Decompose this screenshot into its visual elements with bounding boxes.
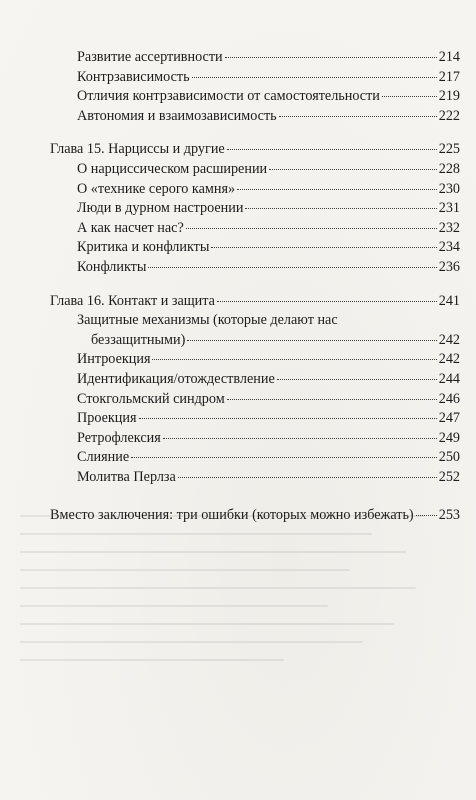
dot-leader [217,301,437,302]
toc-entry [50,429,460,449]
toc-page-number: 214 [438,49,460,65]
dot-leader [211,247,436,248]
toc-entry-title: Глава 15. Нарциссы и другие [50,141,225,158]
toc-page-number: 250 [438,449,460,466]
table-of-contents [50,48,460,526]
toc-chapter-heading [50,140,460,160]
toc-entry-title: Глава 16. Контакт и защита [50,292,215,309]
toc-entry-continuation [77,331,460,351]
toc-entry-title: Интроекция [77,351,151,368]
toc-page-number: 232 [438,219,460,236]
dot-leader [416,515,437,516]
dot-leader [225,57,437,58]
dot-leader [279,116,437,117]
toc-page-number: 242 [438,351,460,368]
toc-page-number: 225 [438,141,460,158]
toc-entry-title: Стокгольмский синдром [77,390,225,407]
toc-conclusion [50,506,460,526]
toc-entry-title: О нарциссическом расширении [77,160,268,177]
toc-entry [50,409,460,429]
dot-leader [186,228,437,229]
spacer [50,278,460,292]
toc-page-number: 231 [438,200,460,217]
dot-leader [237,189,437,190]
toc-page-number: 246 [438,390,460,407]
dot-leader [192,77,437,78]
toc-entry-title: Вместо заключения: три ошибки (которых можно избежать) [50,507,414,524]
dot-leader [152,359,436,360]
dot-leader [245,208,436,209]
toc-entry-title: Люди в дурном настроении [77,200,244,217]
toc-entry [50,219,460,239]
toc-entry [50,68,460,88]
toc-entry-title: Молитва Перлза [77,468,176,485]
toc-page-number: 252 [438,468,460,485]
toc-entry-title: Контрзависимость [77,68,190,85]
toc-entry [50,350,460,370]
dot-leader [269,169,437,170]
toc-page-number: 249 [438,429,460,446]
toc-page-number: 222 [438,107,460,124]
toc-entry [50,180,460,200]
toc-entry-title: Ретрофлексия [77,429,161,446]
toc-page-number: 247 [438,410,460,427]
dot-leader [148,267,436,268]
toc-entry [50,370,460,390]
dot-leader [163,438,437,439]
toc-entry-title: А как насчет нас? [77,219,184,236]
toc-entry-title: Слияние [77,449,130,466]
toc-page-number: 217 [438,68,460,85]
toc-entry [50,258,460,278]
toc-entry-title: Конфликты [77,258,147,275]
toc-entry [50,390,460,410]
dot-leader [382,96,437,97]
toc-entry [50,468,460,488]
spacer [50,487,460,506]
toc-entry-title: Идентификация/отождествление [77,370,275,387]
dot-leader [227,399,437,400]
toc-page-number: 244 [438,370,460,387]
toc-entry [50,160,460,180]
toc-entry-title-line2: беззащитными) [91,331,186,348]
dot-leader [227,149,437,150]
toc-page-number: 230 [438,180,460,197]
toc-entry [50,311,460,350]
toc-page-number: 219 [438,88,460,105]
show-through-bleed [20,515,460,765]
toc-page-number: 228 [438,160,460,177]
toc-entry [50,48,460,68]
toc-page-number: 234 [438,239,460,256]
toc-entry-title: О «технике серого камня» [77,180,236,197]
toc-entry-title: Автономия и взаимозависимость [77,107,277,124]
toc-entry [50,238,460,258]
toc-entry-title: Защитные механизмы (которые делают нас [77,312,338,329]
dot-leader [131,457,437,458]
toc-page-number: 236 [438,258,460,275]
toc-entry [50,107,460,127]
toc-page-number: 241 [438,292,460,309]
dot-leader [178,477,437,478]
toc-entry-title: Отличия контрзависимости от самостоятельности [77,88,380,105]
toc-entry-title: Критика и конфликты [77,239,210,256]
toc-entry [50,448,460,468]
toc-entry [50,87,460,107]
toc-entry-title: Развитие ассертивности [77,49,223,65]
toc-page-number: 253 [438,507,460,524]
toc-chapter-heading [50,292,460,312]
dot-leader [139,418,437,419]
spacer [50,126,460,140]
toc-page-number: 242 [438,331,460,348]
toc-entry-title: Проекция [77,410,137,427]
dot-leader [187,340,436,341]
dot-leader [277,379,437,380]
toc-entry [50,199,460,219]
